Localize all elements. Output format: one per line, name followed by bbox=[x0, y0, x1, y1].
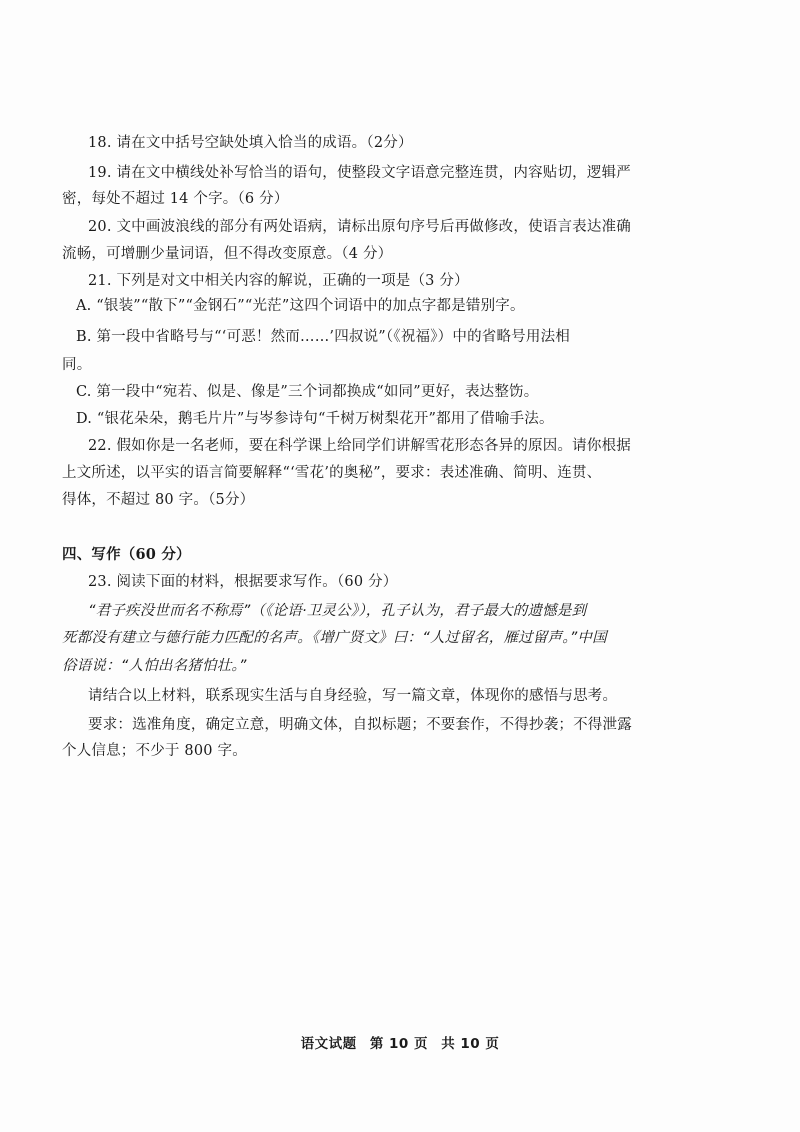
question-22-line-2: 上文所述，以平实的语言简要解释“‘雪花’的奥秘”，要求：表述准确、简明、连贯、 bbox=[62, 465, 602, 481]
question-21-stem: 21. 下列是对文中相关内容的解说，正确的一项是（3 分） bbox=[88, 273, 469, 289]
question-23-stem: 23. 阅读下面的材料，根据要求写作。（60 分） bbox=[88, 574, 398, 590]
question-22-line-1: 22. 假如你是一名老师，要在科学课上给同学们讲解雪花形态各异的原因。请你根据 bbox=[88, 438, 631, 454]
writing-requirements-line-2: 个人信息；不少于 800 字。 bbox=[62, 743, 247, 759]
footer-page-number: 第 10 页 bbox=[369, 1036, 428, 1052]
question-19-line-1: 19. 请在文中横线处补写恰当的语句，使整段文字语意完整连贯，内容贴切，逻辑严 bbox=[88, 165, 631, 181]
question-21-option-d: D. “银花朵朵，鹅毛片片”与岑参诗句“千树万树梨花开”都用了借喻手法。 bbox=[76, 411, 554, 427]
page-footer bbox=[0, 1032, 800, 1052]
question-20-line-1: 20. 文中画波浪线的部分有两处语病，请标出原句序号后再做修改，使语言表达准确 bbox=[88, 219, 631, 235]
writing-instruction: 请结合以上材料，联系现实生活与自身经验，写一篇文章，体现你的感悟与思考。 bbox=[88, 688, 618, 704]
question-19-line-2: 密，每处不超过 14 个字。（6 分） bbox=[62, 191, 289, 207]
material-line-3: 俗语说：“人怕出名猪怕壮。” bbox=[62, 658, 247, 674]
footer-page-total: 共 10 页 bbox=[441, 1036, 500, 1052]
footer-subject: 语文试题 bbox=[300, 1036, 357, 1052]
question-21-option-a: A. “银装”“散下”“金钢石”“光茫”这四个词语中的加点字都是错别字。 bbox=[76, 298, 525, 314]
question-21-option-b-line-2: 同。 bbox=[62, 357, 92, 373]
material-line-1: “君子疾没世而名不称焉”（《论语·卫灵公》），孔子认为，君子最大的遗憾是到 bbox=[88, 603, 587, 619]
question-22-line-3: 得体，不超过 80 字。（5分） bbox=[62, 492, 255, 508]
question-20-line-2: 流畅，可增删少量词语，但不得改变原意。（4 分） bbox=[62, 246, 393, 262]
question-21-option-c: C. 第一段中“宛若、似是、像是”三个词都换成“如同”更好，表达整饬。 bbox=[76, 384, 539, 400]
question-21-option-b-line-1: B. 第一段中省略号与“‘可恶！然而……’四叔说”（《祝福》）中的省略号用法相 bbox=[76, 329, 570, 345]
question-18: 18. 请在文中括号空缺处填入恰当的成语。（2分） bbox=[88, 135, 413, 151]
section-4-heading: 四、写作（60 分） bbox=[62, 546, 191, 563]
writing-requirements-line-1: 要求：选准角度，确定立意，明确文体，自拟标题；不要套作，不得抄袭；不得泄露 bbox=[88, 717, 632, 733]
material-line-2: 死都没有建立与德行能力匹配的名声。《增广贤文》曰：“人过留名，雁过留声。”中国 bbox=[62, 630, 607, 646]
